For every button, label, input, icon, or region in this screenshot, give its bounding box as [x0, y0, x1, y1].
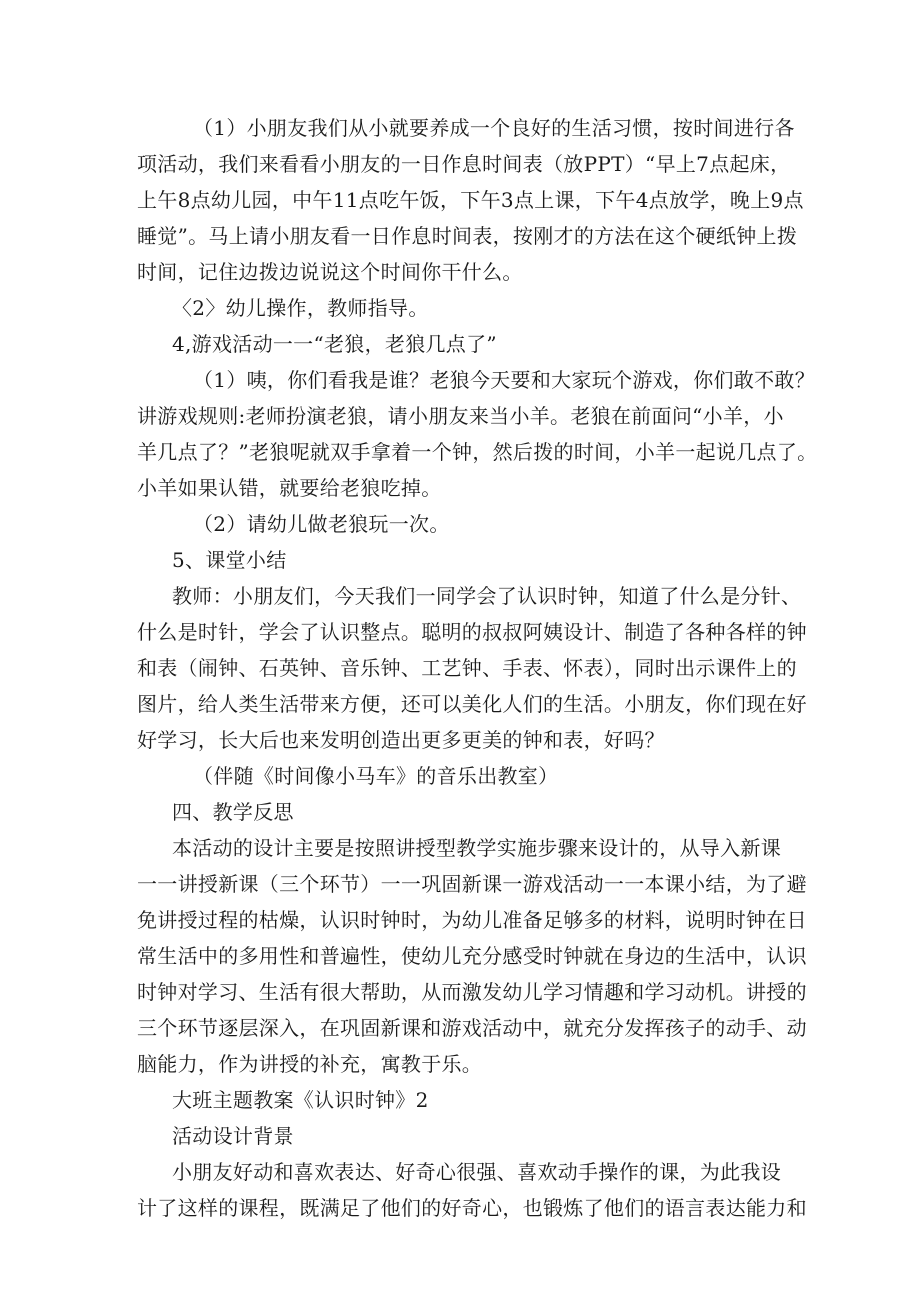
section-heading: 4,游戏活动一一“老狼，老狼几点了” [172, 332, 497, 356]
text-line: （2）请幼儿做老狼玩一次。 [193, 512, 450, 536]
text-line: （1）咦，你们看我是谁？老狼今天要和大家玩个游戏，你们敢不敢？ [193, 368, 816, 392]
text-line: 小朋友好动和喜欢表达、好奇心很强、喜欢动手操作的课，为此我设 [172, 1160, 781, 1184]
text-line: 教师：小朋友们，今天我们一同学会了认识时钟，知道了什么是分针、 [172, 584, 802, 608]
text-line: 三个环节逐层深入，在巩固新课和游戏活动中，就充分发挥孩子的动手、动 [137, 1016, 807, 1040]
text-line: 常生活中的多用性和普遍性，使幼儿充分感受时钟就在身边的生活中，认识 [137, 944, 807, 968]
text-line: 免讲授过程的枯燥，认识时钟时，为幼儿准备足够多的材料，说明时钟在日 [137, 908, 807, 932]
text-line: 时间，记住边拨边说说这个时间你干什么。 [137, 260, 523, 284]
text-line: 〈2〉幼儿操作，教师指导。 [172, 296, 429, 320]
text-line: 和表（闹钟、石英钟、音乐钟、工艺钟、手表、怀表），同时出示课件上的 [137, 656, 797, 680]
text-line: （1）小朋友我们从小就要养成一个良好的生活习惯，按时间进行各 [193, 116, 795, 140]
text-line: 讲游戏规则:老师扮演老狼，请小朋友来当小羊。老狼在前面问“小羊，小 [137, 404, 784, 428]
text-line: 一一讲授新课（三个环节）一一巩固新课一游戏活动一一本课小结，为了避 [137, 872, 807, 896]
text-line: 项活动，我们来看看小朋友的一日作息时间表（放PPT）“早上7点起床， [137, 152, 791, 176]
section-heading: 活动设计背景 [172, 1124, 294, 1148]
text-line: 脑能力，作为讲授的补充，寓教于乐。 [137, 1052, 483, 1076]
text-line: 好学习，长大后也来发明创造出更多更美的钟和表，好吗？ [137, 728, 665, 752]
section-heading: 5、课堂小结 [172, 548, 287, 572]
text-line: 图片，给人类生活带来方便，还可以美化人们的生活。小朋友，你们现在好 [137, 692, 807, 716]
text-line: 计了这样的课程，既满足了他们的好奇心，也锻炼了他们的语言表达能力和 [137, 1196, 807, 1220]
text-line: 睡觉”。马上请小朋友看一日作息时间表，按刚才的方法在这个硬纸钟上拨 [137, 224, 798, 248]
text-line: 本活动的设计主要是按照讲授型教学实施步骤来设计的，从导入新课 [172, 836, 781, 860]
text-line: 什么是时针，学会了认识整点。聪明的叔叔阿姨设计、制造了各种各样的钟 [137, 620, 807, 644]
text-line: 羊几点了？”老狼呢就双手拿着一个钟，然后拨的时间，小羊一起说几点了。 [137, 440, 818, 464]
text-line: 时钟对学习、生活有很大帮助，从而激发幼儿学习情趣和学习动机。讲授的 [137, 980, 807, 1004]
section-heading: 四、教学反思 [172, 800, 294, 824]
text-line: （伴随《时间像小马车》的音乐出教室） [193, 764, 559, 788]
section-heading: 大班主题教案《认识时钟》2 [172, 1088, 429, 1112]
text-line: 小羊如果认错，就要给老狼吃掉。 [137, 476, 442, 500]
text-line: 上午8点幼儿园，中午11点吃午饭，下午3点上课，下午4点放学，晚上9点 [137, 188, 804, 212]
